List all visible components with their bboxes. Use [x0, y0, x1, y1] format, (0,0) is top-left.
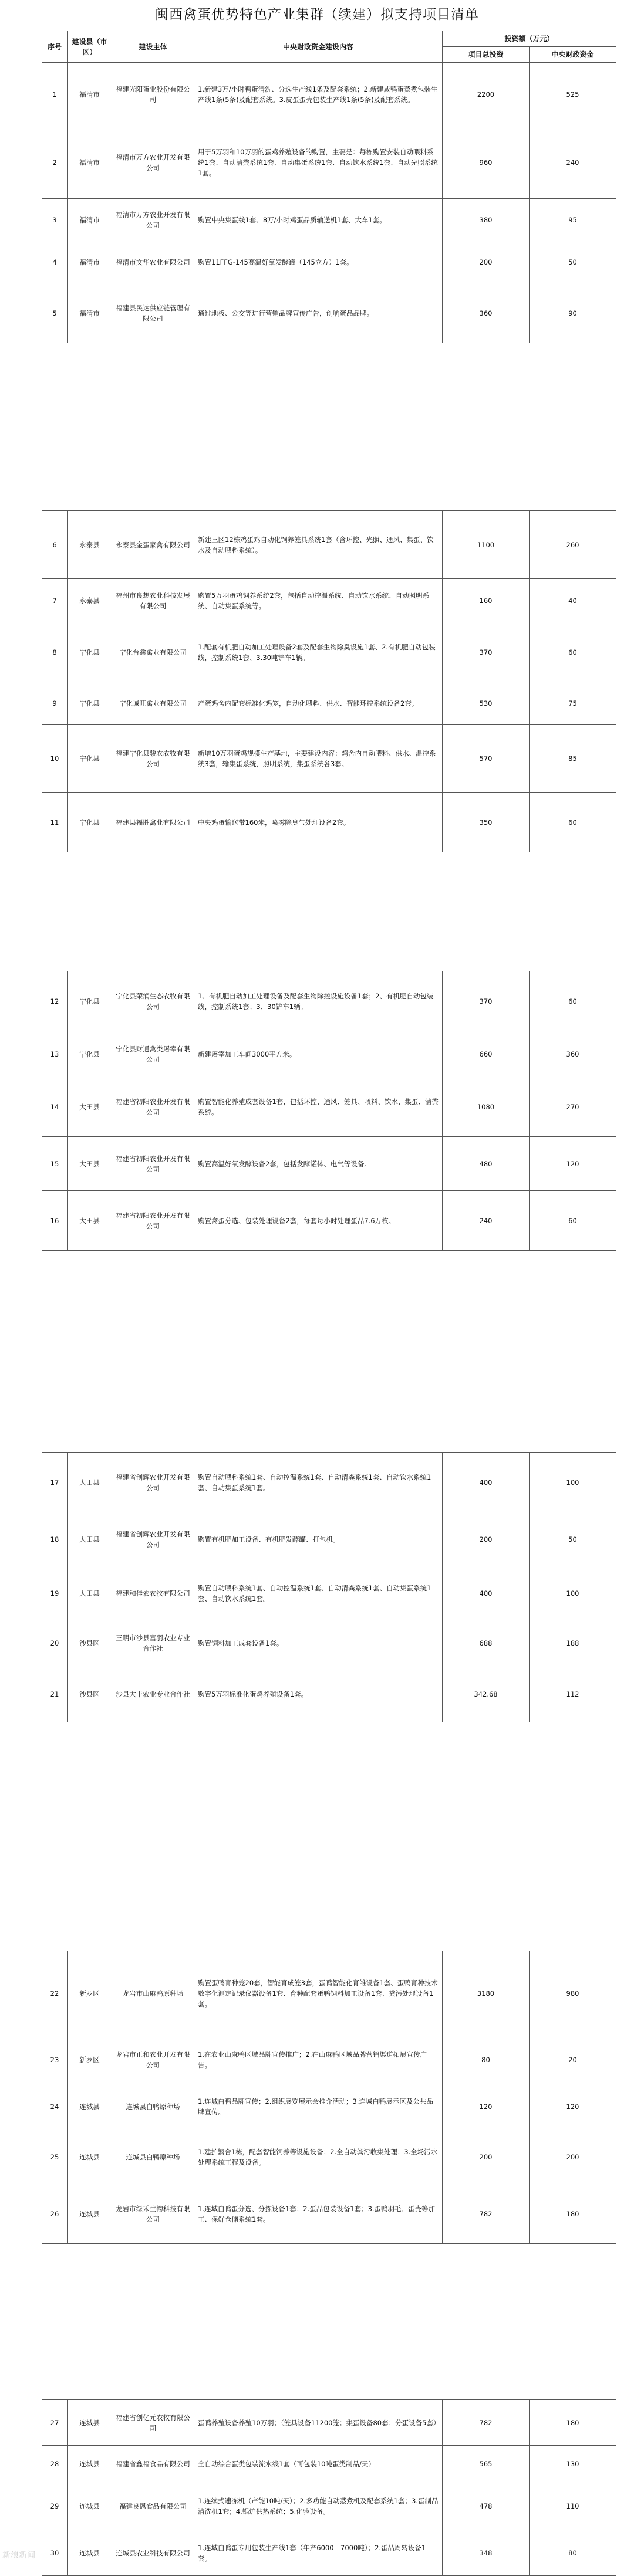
row-region: 福清市 — [68, 241, 112, 283]
page-title: 闽西禽蛋优势特色产业集群（续建）拟支持项目清单 — [155, 7, 479, 22]
row-number: 16 — [42, 1191, 68, 1251]
row-central-funds: 180 — [530, 2400, 616, 2446]
row-content: 购置自动喂料系统1套、自动控温系统1套、自动清粪系统1套、自动饮水系统1套、自动集蛋系统1套。 — [194, 1453, 443, 1512]
row-body: 福建省初阳农业开发有限公司 — [112, 1191, 194, 1251]
row-content: 购置高温好氧发酵设备2套，包括发酵罐体、电气等设备。 — [194, 1137, 443, 1191]
row-central-funds: 60 — [530, 1191, 616, 1251]
row-body: 龙岩市绿禾生物科技有限公司 — [112, 2184, 194, 2244]
row-body: 宁化台鑫禽业有限公司 — [112, 622, 194, 682]
row-total-investment: 478 — [443, 2482, 530, 2530]
header-total: 项目总投资 — [443, 47, 530, 63]
row-number: 15 — [42, 1137, 68, 1191]
row-number: 5 — [42, 283, 68, 343]
row-region: 大田县 — [68, 1566, 112, 1620]
row-total-investment: 3180 — [443, 1951, 530, 2036]
row-body: 福建省创辉农业开发有限公司 — [112, 1512, 194, 1566]
row-central-funds: 40 — [530, 579, 616, 622]
project-table-section — [42, 2399, 616, 2576]
row-central-funds: 90 — [530, 283, 616, 343]
row-central-funds: 112 — [530, 1666, 616, 1722]
table-row — [42, 793, 616, 852]
row-number: 4 — [42, 241, 68, 283]
row-body: 福建省初阳农业开发有限公司 — [112, 1077, 194, 1137]
row-number: 26 — [42, 2184, 68, 2244]
table-row — [42, 2482, 616, 2530]
table-row — [42, 2530, 616, 2576]
row-number: 17 — [42, 1453, 68, 1512]
row-region: 大田县 — [68, 1453, 112, 1512]
table-row — [42, 1512, 616, 1566]
table-row — [42, 283, 616, 343]
row-region: 连城县 — [68, 2530, 112, 2576]
row-region: 宁化县 — [68, 793, 112, 852]
row-body: 龙岩市山麻鸭原种场 — [112, 1951, 194, 2036]
row-central-funds: 50 — [530, 241, 616, 283]
row-total-investment: 1080 — [443, 1077, 530, 1137]
row-body: 三明市沙县富羽农业专业合作社 — [112, 1620, 194, 1666]
row-central-funds: 60 — [530, 622, 616, 682]
row-content: 1.连城白鸭蛋分选、分拣设备1套；2.蛋品包装设备1套；3.蛋鸭羽毛、蛋壳等加工、保鲜仓储系统1套。 — [194, 2184, 443, 2244]
row-region: 连城县 — [68, 2083, 112, 2130]
row-content: 蛋鸭养殖设备养殖10万羽；（笼具设备11200笼；集蛋设备80套；分蛋设备5套） — [194, 2400, 443, 2446]
row-central-funds: 60 — [530, 793, 616, 852]
row-number: 1 — [42, 63, 68, 126]
project-table-section — [42, 31, 616, 343]
row-number: 18 — [42, 1512, 68, 1566]
row-content: 购置5万羽蛋鸡饲养系统2套，包括自动控温系统、自动饮水系统、自动照明系统、自动集蛋系统等。 — [194, 579, 443, 622]
row-central-funds: 85 — [530, 725, 616, 793]
row-region: 宁化县 — [68, 725, 112, 793]
row-body: 福建省初阳农业开发有限公司 — [112, 1137, 194, 1191]
row-content: 1.连城白鸭品牌宣传；2.组织展览展示会推介活动；3.连城白鸭展示区及公共品牌宣传。 — [194, 2083, 443, 2130]
row-total-investment: 570 — [443, 725, 530, 793]
table-row — [42, 1137, 616, 1191]
row-central-funds: 180 — [530, 2184, 616, 2244]
row-region: 沙县区 — [68, 1620, 112, 1666]
row-number: 24 — [42, 2083, 68, 2130]
row-body: 福清市万方农业开发有限公司 — [112, 199, 194, 241]
row-body: 福建省鑫福食品有限公司 — [112, 2446, 194, 2482]
row-number: 11 — [42, 793, 68, 852]
row-central-funds: 240 — [530, 126, 616, 199]
row-content: 通过地板、公交等进行营销品牌宣传广告，创响蛋品品牌。 — [194, 283, 443, 343]
project-table-section — [42, 1452, 616, 1722]
table-row — [42, 622, 616, 682]
table-row — [42, 2130, 616, 2184]
table-row — [42, 63, 616, 126]
table-row — [42, 971, 616, 1031]
row-content: 购置蛋鸭育种笼20套，智能育成笼3套，蛋鸭智能化育雏设备1套、蛋鸭育种技术数字化测定记录仪器设备1套、育种配套蛋鸭饲料加工设备1套、粪污处理设备1套。 — [194, 1951, 443, 2036]
row-content: 购置有机肥加工设备、有机肥发酵罐、打包机。 — [194, 1512, 443, 1566]
row-region: 连城县 — [68, 2400, 112, 2446]
row-central-funds: 360 — [530, 1031, 616, 1077]
row-number: 3 — [42, 199, 68, 241]
header-no: 序号 — [42, 31, 68, 63]
row-total-investment: 348 — [443, 2530, 530, 2576]
row-number: 6 — [42, 511, 68, 579]
row-content: 购置11FFG-145高温好氧发酵罐（145立方）1套。 — [194, 241, 443, 283]
row-total-investment: 960 — [443, 126, 530, 199]
row-body: 宁化县荣润生态农牧有限公司 — [112, 971, 194, 1031]
row-total-investment: 370 — [443, 622, 530, 682]
row-number: 12 — [42, 971, 68, 1031]
table-row — [42, 579, 616, 622]
row-number: 14 — [42, 1077, 68, 1137]
row-content: 购置饲料加工成套设备1套。 — [194, 1620, 443, 1666]
row-region: 宁化县 — [68, 622, 112, 682]
project-table-section — [42, 1951, 616, 2244]
table-row — [42, 511, 616, 579]
row-central-funds: 188 — [530, 1620, 616, 1666]
table-row — [42, 1666, 616, 1722]
row-total-investment: 200 — [443, 1512, 530, 1566]
row-total-investment: 400 — [443, 1453, 530, 1512]
row-number: 29 — [42, 2482, 68, 2530]
row-body: 连城县农业科技有限公司 — [112, 2530, 194, 2576]
row-total-investment: 370 — [443, 971, 530, 1031]
row-content: 购置自动喂料系统1套、自动控温系统1套、自动清粪系统1套、自动集蛋系统1套、自动饮水系统1套。 — [194, 1566, 443, 1620]
row-total-investment: 1100 — [443, 511, 530, 579]
row-central-funds: 270 — [530, 1077, 616, 1137]
row-body: 福建省创辉农业开发有限公司 — [112, 1453, 194, 1512]
row-region: 新罗区 — [68, 2036, 112, 2083]
row-region: 新罗区 — [68, 1951, 112, 2036]
row-number: 10 — [42, 725, 68, 793]
row-content: 1.在农业山麻鸭区域品牌宣传推广；2.在山麻鸭区域品牌营销渠道拓展宣传广告。 — [194, 2036, 443, 2083]
row-number: 13 — [42, 1031, 68, 1077]
row-total-investment: 380 — [443, 199, 530, 241]
row-content: 中央鸡蛋输送带160米，喷雾除臭气处理设备2套。 — [194, 793, 443, 852]
row-number: 2 — [42, 126, 68, 199]
row-central-funds: 75 — [530, 682, 616, 725]
header-central: 中央财政资金 — [530, 47, 616, 63]
row-content: 用于5万羽和10万羽的蛋鸡养殖设备的购置，主要是：每栋购置安装自动喂料系统1套、自动清粪系统1套、自动集蛋系统1套、自动饮水系统1套、自动光照系统1套。 — [194, 126, 443, 199]
row-total-investment: 480 — [443, 1137, 530, 1191]
watermark: 新浪新闻 — [2, 2551, 35, 2560]
row-number: 20 — [42, 1620, 68, 1666]
row-region: 连城县 — [68, 2130, 112, 2184]
project-table-section — [42, 510, 616, 852]
row-body: 连城县白鸭原种场 — [112, 2130, 194, 2184]
row-total-investment: 350 — [443, 793, 530, 852]
row-region: 宁化县 — [68, 971, 112, 1031]
row-region: 连城县 — [68, 2446, 112, 2482]
row-central-funds: 120 — [530, 2083, 616, 2130]
row-region: 大田县 — [68, 1191, 112, 1251]
row-region: 宁化县 — [68, 682, 112, 725]
row-central-funds: 110 — [530, 2482, 616, 2530]
row-region: 福清市 — [68, 126, 112, 199]
table-row — [42, 1031, 616, 1077]
row-total-investment: 200 — [443, 2130, 530, 2184]
row-body: 沙县大丰农业专业合作社 — [112, 1666, 194, 1722]
row-content: 购置5万羽标准化蛋鸡养殖设备1套。 — [194, 1666, 443, 1722]
row-content: 购置智能化养殖成套设备1套，包括环控、通风、笼具、喂料、饮水、集蛋、清粪系统。 — [194, 1077, 443, 1137]
table-row — [42, 2036, 616, 2083]
row-total-investment: 342.68 — [443, 1666, 530, 1722]
table-row — [42, 2400, 616, 2446]
table-row — [42, 126, 616, 199]
row-central-funds: 100 — [530, 1453, 616, 1512]
row-region: 宁化县 — [68, 1031, 112, 1077]
table-row — [42, 1951, 616, 2036]
row-region: 永泰县 — [68, 579, 112, 622]
row-body: 福清市文华农业有限公司 — [112, 241, 194, 283]
row-total-investment: 660 — [443, 1031, 530, 1077]
row-central-funds: 980 — [530, 1951, 616, 2036]
row-central-funds: 80 — [530, 2530, 616, 2576]
row-body: 福建和佳农农牧有限公司 — [112, 1566, 194, 1620]
row-number: 22 — [42, 1951, 68, 2036]
row-body: 福建县福胜禽业有限公司 — [112, 793, 194, 852]
row-number: 8 — [42, 622, 68, 682]
row-content: 新建三区12栋鸡蛋鸡自动化饲养笼具系统1套（含环控、光照、通风、集蛋、饮水及自动喂料系统）。 — [194, 511, 443, 579]
row-central-funds: 525 — [530, 63, 616, 126]
row-content: 1.建扩繁舍1栋，配套智能饲养等设施设备；2.全自动粪污收集处理；3.全场污水处理系统工程及设备。 — [194, 2130, 443, 2184]
row-total-investment: 160 — [443, 579, 530, 622]
table-row — [42, 2083, 616, 2130]
table-row — [42, 682, 616, 725]
header-content: 中央财政资金建设内容 — [194, 31, 443, 63]
row-central-funds: 60 — [530, 971, 616, 1031]
row-total-investment: 782 — [443, 2184, 530, 2244]
row-total-investment: 688 — [443, 1620, 530, 1666]
row-region: 福清市 — [68, 199, 112, 241]
row-number: 21 — [42, 1666, 68, 1722]
row-region: 大田县 — [68, 1077, 112, 1137]
row-number: 25 — [42, 2130, 68, 2184]
row-region: 大田县 — [68, 1512, 112, 1566]
row-content: 新增10万羽蛋鸡规模生产基地，主要建设内容：鸡舍内自动喂料、供水、温控系统3套，输集蛋系统，照明系统，集蛋系统各3套。 — [194, 725, 443, 793]
row-body: 福建良恩食品有限公司 — [112, 2482, 194, 2530]
row-central-funds: 20 — [530, 2036, 616, 2083]
row-central-funds: 100 — [530, 1566, 616, 1620]
table-row — [42, 1453, 616, 1512]
row-central-funds: 120 — [530, 1137, 616, 1191]
row-total-investment: 80 — [443, 2036, 530, 2083]
row-body: 福建省创亿元农牧有限公司 — [112, 2400, 194, 2446]
row-body: 福建宁化县骏农农牧有限公司 — [112, 725, 194, 793]
row-region: 沙县区 — [68, 1666, 112, 1722]
row-body: 龙岩市正和农业开发有限公司 — [112, 2036, 194, 2083]
row-number: 30 — [42, 2530, 68, 2576]
row-total-investment: 2200 — [443, 63, 530, 126]
row-region: 福清市 — [68, 283, 112, 343]
row-body: 福建光阳蛋业股份有限公司 — [112, 63, 194, 126]
row-number: 9 — [42, 682, 68, 725]
row-central-funds: 200 — [530, 2130, 616, 2184]
row-total-investment: 120 — [443, 2083, 530, 2130]
header-investment: 投资额（万元） — [443, 31, 616, 47]
row-body: 福清市万方农业开发有限公司 — [112, 126, 194, 199]
table-row — [42, 241, 616, 283]
row-region: 连城县 — [68, 2482, 112, 2530]
row-number: 28 — [42, 2446, 68, 2482]
header-region: 建设县（市区） — [68, 31, 112, 63]
row-number: 7 — [42, 579, 68, 622]
table-row — [42, 1620, 616, 1666]
row-total-investment: 400 — [443, 1566, 530, 1620]
row-content: 1.连城白鸭蛋专用包装生产线1套（年产6000—7000吨）；2.蛋品周转设备1套。 — [194, 2530, 443, 2576]
row-central-funds: 260 — [530, 511, 616, 579]
table-row — [42, 1077, 616, 1137]
row-content: 新建屠宰加工车间3000平方米。 — [194, 1031, 443, 1077]
row-region: 大田县 — [68, 1137, 112, 1191]
row-region: 永泰县 — [68, 511, 112, 579]
row-content: 1.连续式速冻机（产能10吨/天）；2.多功能自动蒸煮机及配套系统1套；3.蛋制品清洗机1套；4.锅炉供热系统；5.化验设备。 — [194, 2482, 443, 2530]
row-central-funds: 95 — [530, 199, 616, 241]
row-body: 连城县白鸭原种场 — [112, 2083, 194, 2130]
row-total-investment: 200 — [443, 241, 530, 283]
row-content: 1.配套有机肥自动加工处理设备2套及配套生物除臭设施1套、2.有机肥自动包装线，控制系统1套、3.30吨铲车1辆。 — [194, 622, 443, 682]
row-body: 永泰县金蛋家禽有限公司 — [112, 511, 194, 579]
row-body: 福建县民达供应链管理有限公司 — [112, 283, 194, 343]
header-body: 建设主体 — [112, 31, 194, 63]
row-content: 1、有机肥自动加工处理设备及配套生物除控设施设备1套；2、有机肥自动包装线，控制系统1套；3、30铲车1辆。 — [194, 971, 443, 1031]
row-body: 福州市良想农业科技发展有限公司 — [112, 579, 194, 622]
table-row — [42, 199, 616, 241]
table-row — [42, 1191, 616, 1251]
row-total-investment: 530 — [443, 682, 530, 725]
row-content: 产蛋鸡舍内配套标准化鸡笼，自动化喂料、供水、智能环控系统设备2套。 — [194, 682, 443, 725]
table-row — [42, 725, 616, 793]
project-table-section — [42, 971, 616, 1251]
row-content: 1.新建3万/小时鸭蛋清洗、分选生产线1条及配套系统；2.新建咸鸭蛋蒸煮包装生产线1条(5条)及配套系统。3.皮蛋蛋壳包装生产线1条(5条)及配套系统。 — [194, 63, 443, 126]
row-central-funds: 50 — [530, 1512, 616, 1566]
row-total-investment: 782 — [443, 2400, 530, 2446]
table-row — [42, 2446, 616, 2482]
table-row — [42, 2184, 616, 2244]
row-body: 宁化县财通禽类屠宰有限公司 — [112, 1031, 194, 1077]
row-content: 购置禽蛋分选、包装处理设备2套，每套每小时处理蛋品7.6万枚。 — [194, 1191, 443, 1251]
row-content: 全自动综合蛋类包装流水线1套（可包装10吨蛋类制品/天） — [194, 2446, 443, 2482]
row-total-investment: 240 — [443, 1191, 530, 1251]
row-number: 19 — [42, 1566, 68, 1620]
table-header-row — [42, 31, 616, 47]
row-body: 宁化诚旺禽业有限公司 — [112, 682, 194, 725]
row-number: 27 — [42, 2400, 68, 2446]
row-content: 购置中央集蛋线1套、8万/小时鸡蛋品质输送机1套、大车1套。 — [194, 199, 443, 241]
table-row — [42, 1566, 616, 1620]
row-region: 福清市 — [68, 63, 112, 126]
row-central-funds: 130 — [530, 2446, 616, 2482]
row-region: 连城县 — [68, 2184, 112, 2244]
row-total-investment: 565 — [443, 2446, 530, 2482]
row-total-investment: 360 — [443, 283, 530, 343]
row-number: 23 — [42, 2036, 68, 2083]
